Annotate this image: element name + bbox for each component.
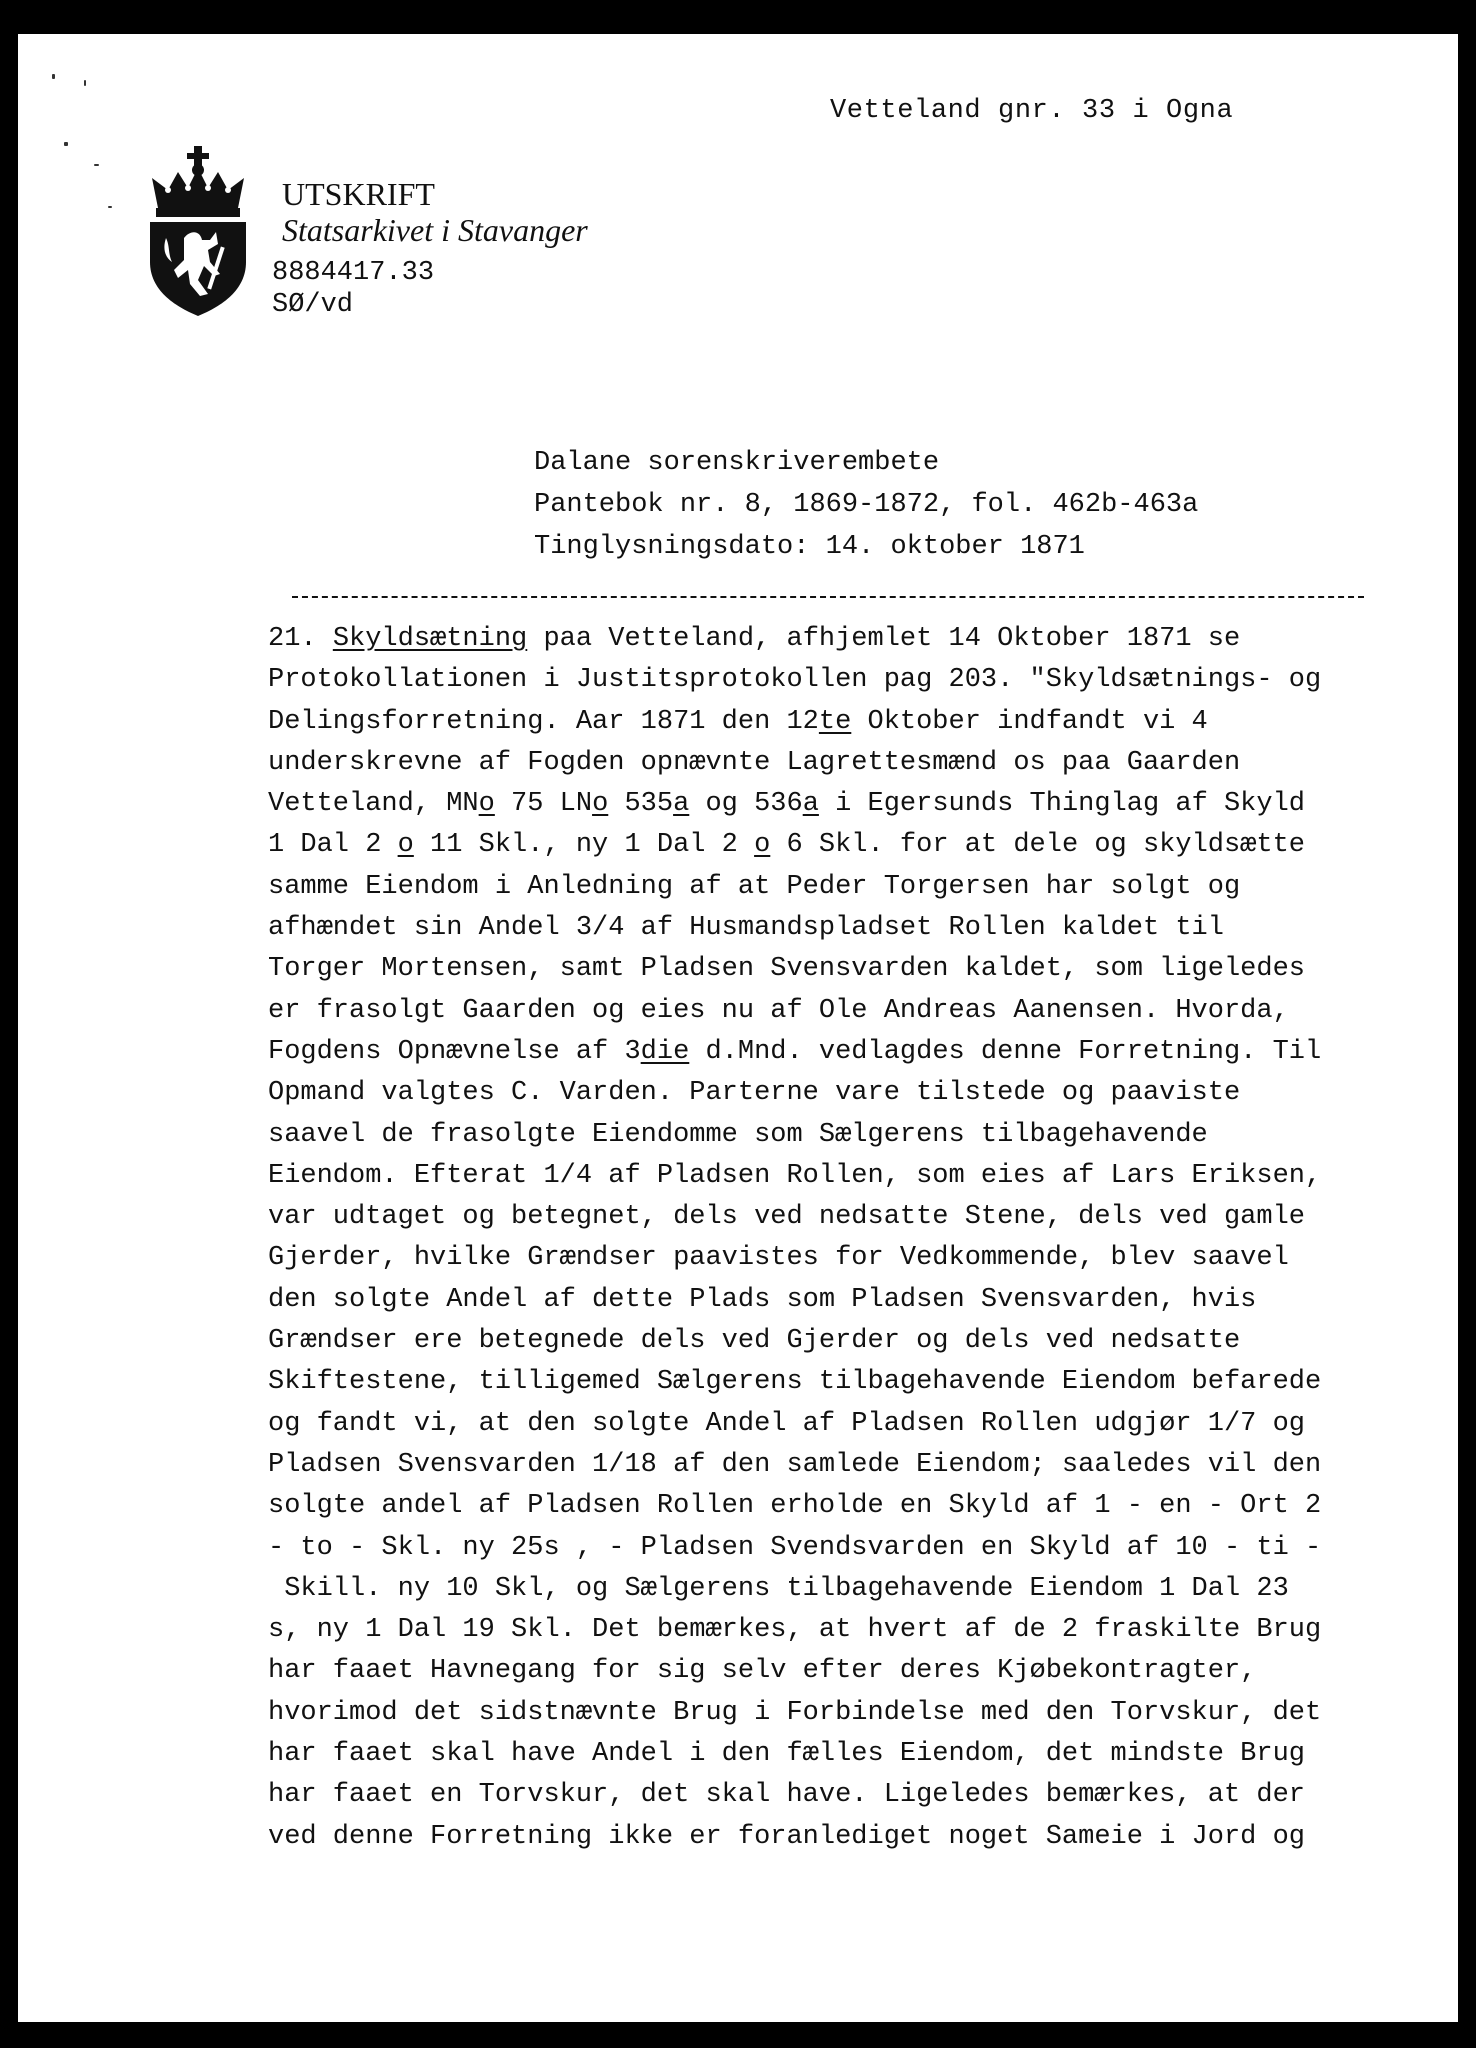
text-line: afhændet sin Andel 3/4 af Husmandspladset Rollen kaldet til <box>268 913 1224 944</box>
text-line: - to - Skl. ny 25s , - Pladsen Svendsvarden en Skyld af 10 - ti - <box>268 1532 1322 1563</box>
text-line: Protokollationen i Justitsprotokollen pag 203. "Skyldsætnings- og <box>268 665 1322 696</box>
text-line: hvorimod det sidstnævnte Brug i Forbindelse med den Torvskur, det <box>268 1697 1322 1728</box>
text-line: Eiendom. Efterat 1/4 af Pladsen Rollen, som eies af Lars Eriksen, <box>268 1160 1322 1191</box>
text-line: Gjerder, hvilke Grændser paavistes for Vedkommende, blev saavel <box>268 1243 1289 1274</box>
registration-date: Tinglysningsdato: 14. oktober 1871 <box>534 532 1085 562</box>
text-line: Opmand valgtes C. Varden. Parterne vare tilstede og paaviste <box>268 1078 1241 1109</box>
court-office: Dalane sorenskriverembete <box>534 448 940 478</box>
coat-of-arms-icon <box>144 146 252 316</box>
text-line: Fogdens Opnævnelse af 3die d.Mnd. vedlagdes denne Forretning. Til <box>268 1036 1322 1067</box>
text-line: Vetteland, MNo 75 LNo 535a og 536a i Egersunds Thinglag af Skyld <box>268 789 1305 820</box>
text-line: 1 Dal 2 o 11 Skl., ny 1 Dal 2 o 6 Skl. for at dele og skyldsætte <box>268 830 1305 861</box>
property-heading: Vetteland gnr. 33 i Ogna <box>830 96 1234 126</box>
text-line: har faaet en Torvskur, det skal have. Ligeledes bemærkes, at der <box>268 1780 1305 1811</box>
text-line: ved denne Forretning ikke er foranlediget noget Sameie i Jord og <box>268 1821 1305 1852</box>
text-line: Pladsen Svensvarden 1/18 af den samlede Eiendom; saaledes vil den <box>268 1449 1322 1480</box>
stamp-title: UTSKRIFT <box>282 176 435 212</box>
scan-speck <box>108 206 112 208</box>
text-line: s, ny 1 Dal 19 Skl. Det bemærkes, at hvert af de 2 fraskilte Brug <box>268 1615 1322 1646</box>
text-line: underskrevne af Fogden opnævnte Lagrettesmænd os paa Gaarden <box>268 747 1241 778</box>
clerk-initials: SØ/vd <box>272 290 354 320</box>
reference-number: 8884417.33 <box>272 258 435 288</box>
text-line: saavel de frasolgte Eiendomme som Sælgerens tilbagehavende <box>268 1119 1208 1150</box>
text-line: har faaet Havnegang for sig selv efter deres Kjøbekontragter, <box>268 1656 1257 1687</box>
scan-speck <box>64 142 68 146</box>
text-line: har faaet skal have Andel i den fælles Eiendom, det mindste Brug <box>268 1739 1305 1770</box>
archive-name: Statsarkivet i Stavanger <box>282 212 588 248</box>
text-line: 21. Skyldsætning paa Vetteland, afhjemlet 14 Oktober 1871 se <box>268 624 1241 654</box>
text-line: Delingsforretning. Aar 1871 den 12te Oktober indfandt vi 4 <box>268 706 1208 737</box>
scan-speck <box>94 164 99 166</box>
document-page <box>18 34 1458 2022</box>
text-line: den solgte Andel af dette Plads som Pladsen Svensvarden, hvis <box>268 1284 1257 1315</box>
text-line: samme Eiendom i Anledning af at Peder Torgersen har solgt og <box>268 871 1241 902</box>
text-line: er frasolgt Gaarden og eies nu af Ole Andreas Aanensen. Hvorda, <box>268 995 1289 1026</box>
text-line: og fandt vi, at den solgte Andel af Pladsen Rollen udgjør 1/7 og <box>268 1408 1305 1439</box>
text-line: var udtaget og betegnet, dels ved nedsatte Stene, dels ved gamle <box>268 1202 1305 1233</box>
source-block <box>534 442 1198 568</box>
text-line: Skill. ny 10 Skl, og Sælgerens tilbagehavende Eiendom 1 Dal 23 <box>268 1573 1289 1604</box>
transcription-body <box>268 619 1378 1858</box>
dashed-divider <box>292 596 1364 598</box>
scan-speck <box>52 74 55 79</box>
text-line: Skiftestene, tilligemed Sælgerens tilbagehavende Eiendom befarede <box>268 1367 1322 1398</box>
text-line: solgte andel af Pladsen Rollen erholde en Skyld af 1 - en - Ort 2 <box>268 1491 1322 1522</box>
text-line: Grændser ere betegnede dels ved Gjerder og dels ved nedsatte <box>268 1326 1241 1357</box>
scan-speck <box>84 80 86 86</box>
text-line: Torger Mortensen, samt Pladsen Svensvarden kaldet, som ligeledes <box>268 954 1305 985</box>
mortgage-book: Pantebok nr. 8, 1869-1872, fol. 462b-463a <box>534 490 1199 520</box>
